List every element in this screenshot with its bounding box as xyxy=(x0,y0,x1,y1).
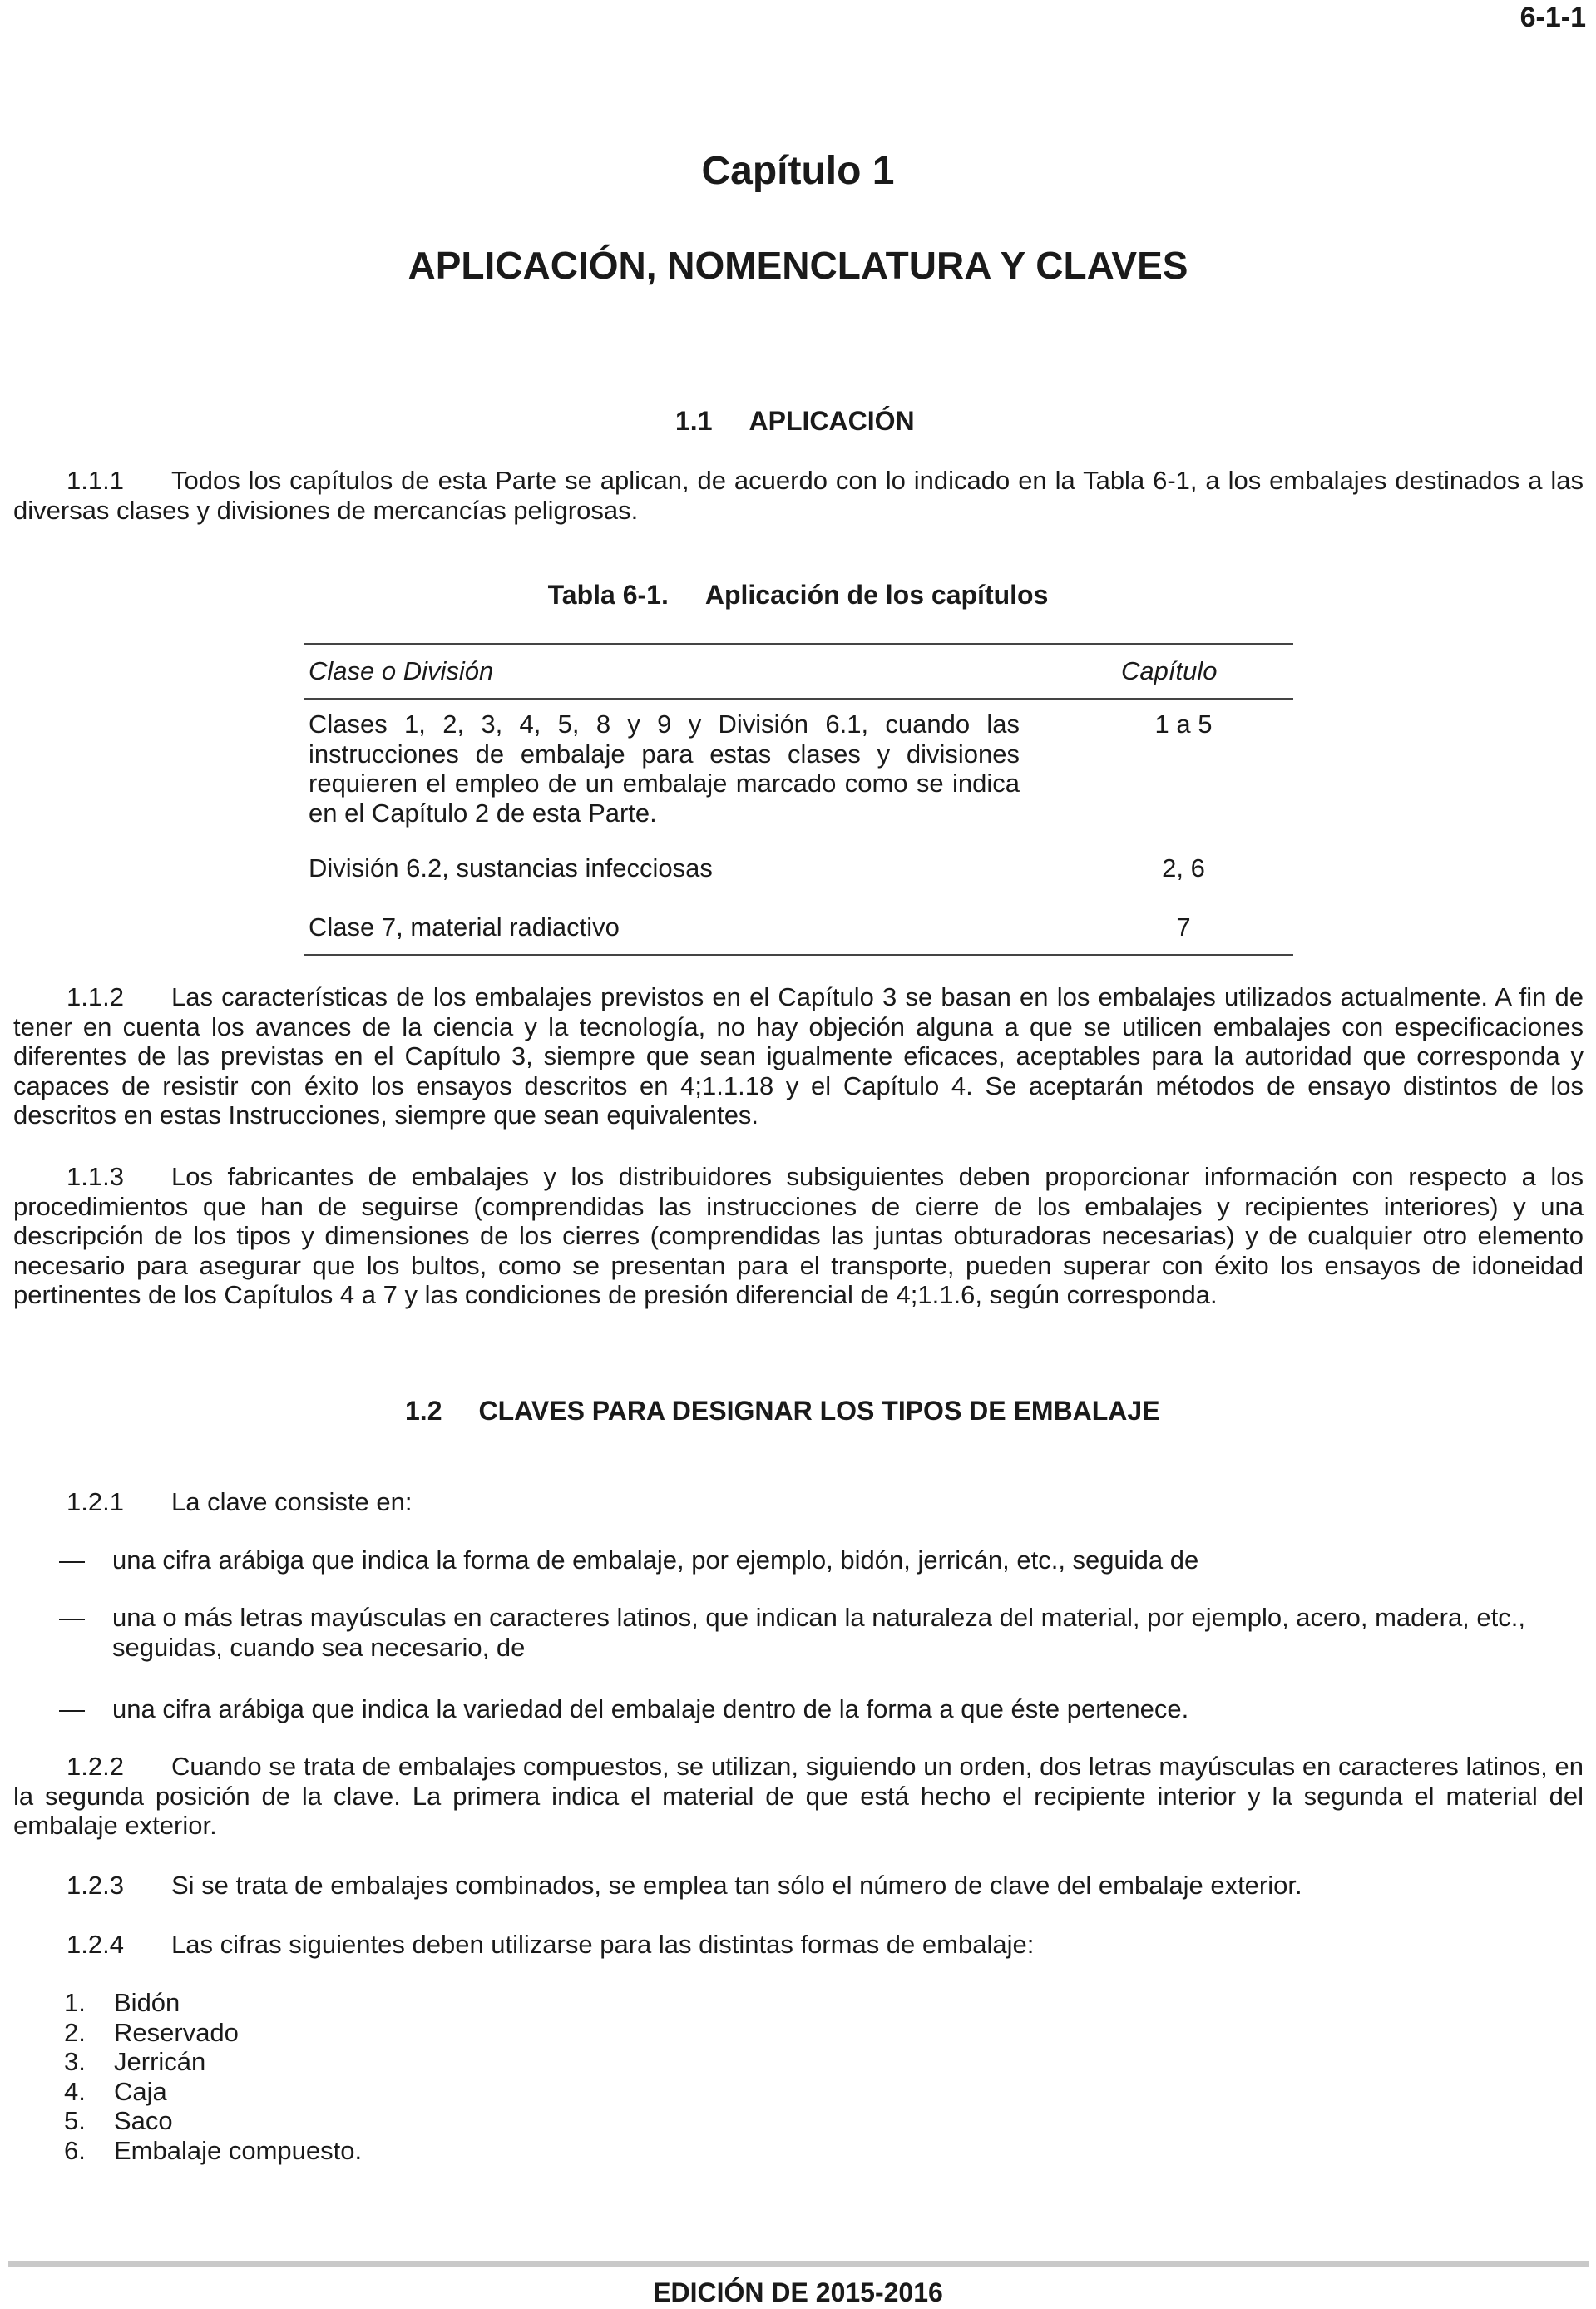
paragraph-text: Los fabricantes de embalajes y los distribuidores subsiguientes deben proporcionar información con respecto a los procedimientos que han de seguirse (comprendidas las instrucciones de cierre de los embalajes y recipientes interiores) y una descripción de los tipos y dimensiones de los cierres (comprendidas las juntas obturadoras necesarias) y de cualquier otro elemento necesario para asegurar que los bultos, como se presentan para el transporte, pueden superar con éxito los ensayos de idoneidad pertinentes de los Capítulos 4 a 7 y las condiciones de presión diferencial de 4;1.1.6, según corresponda. xyxy=(13,1162,1584,1309)
footer-rule xyxy=(8,2261,1589,2267)
table-cell-chapter: 2, 6 xyxy=(1162,853,1205,883)
section-title: CLAVES PARA DESIGNAR LOS TIPOS DE EMBALAJE xyxy=(478,1396,1160,1426)
paragraph-text: Las características de los embalajes previstos en el Capítulo 3 se basan en los embalajes utilizados actualmente. A fin de tener en cuenta los avances de la ciencia y la tecnología, no hay objeción alguna a que se utilicen embalajes con especificaciones diferentes de las previstas en el Capítulo 3, siempre que sean igualmente eficaces, aceptables para la autoridad que corresponda y capaces de resistir con éxito los ensayos descritos en 4;1.1.18 y el Capítulo 4. Se aceptarán métodos de ensayo distintos de los descritos en estas Instrucciones, siempre que sean equivalentes. xyxy=(13,982,1584,1130)
dash-item-text: una cifra arábiga que indica la forma de embalaje, por ejemplo, bidón, jerricán, etc., seguida de xyxy=(112,1545,1199,1575)
chapter-subtitle: APLICACIÓN, NOMENCLATURA Y CLAVES xyxy=(408,244,1188,287)
paragraph-1-1-2 xyxy=(13,982,1584,1130)
table-title: Aplicación de los capítulos xyxy=(704,580,1049,610)
paragraph-number: 1.2.2 xyxy=(67,1752,124,1781)
footer-edition: EDICIÓN DE 2015-2016 xyxy=(653,2277,943,2307)
paragraph-1-1-1 xyxy=(13,466,1584,525)
list-item-number: 5. xyxy=(64,2106,86,2135)
table-header-rule xyxy=(304,698,1293,700)
dash-item-text: una o más letras mayúsculas en caracteres latinos, que indican la naturaleza del material, por ejemplo, acero, madera, etc., seguidas, cuando sea necesario, de xyxy=(112,1603,1525,1662)
list-item xyxy=(64,2077,362,2107)
table-cell-chapter: 1 a 5 xyxy=(1154,710,1213,739)
paragraph-number: 1.2.1 xyxy=(67,1487,124,1516)
paragraph-text: Cuando se trata de embalajes compuestos, se utilizan, siguiendo un orden, dos letras mayúsculas en caracteres latinos, en la segunda posición de la clave. La primera indica el material de que está hecho el recipiente interior y la segunda el material del embalaje exterior. xyxy=(13,1752,1584,1840)
paragraph-1-2-1 xyxy=(13,1487,1584,1517)
dash-list-item xyxy=(59,1603,1589,1662)
section-title: APLICACIÓN xyxy=(749,406,915,436)
paragraph-1-1-3 xyxy=(13,1162,1584,1310)
section-number: 1.2 xyxy=(405,1396,442,1426)
table-header-class: Clase o División xyxy=(309,656,494,685)
table-cell-class: Clase 7, material radiactivo xyxy=(309,912,620,942)
table-number: Tabla 6-1. xyxy=(547,580,669,610)
list-item xyxy=(64,2106,362,2136)
dash-item-text: una cifra arábiga que indica la variedad del embalaje dentro de la forma a que éste pertenece. xyxy=(112,1694,1189,1723)
list-item xyxy=(64,2018,362,2048)
dash-bullet: — xyxy=(59,1694,85,1723)
paragraph-number: 1.1.2 xyxy=(67,982,124,1011)
paragraph-1-2-2 xyxy=(13,1752,1584,1841)
table-cell-class: Clases 1, 2, 3, 4, 5, 8 y 9 y División 6.1, cuando las instrucciones de embalaje para estas clases y divisiones requieren el empleo de un embalaje marcado como se indica en el Capítulo 2 de esta Parte. xyxy=(309,710,1020,828)
list-item xyxy=(64,2136,362,2166)
list-item-number: 2. xyxy=(64,2017,86,2047)
list-item-label: Jerricán xyxy=(114,2047,206,2076)
paragraph-text: Las cifras siguientes deben utilizarse para las distintas formas de embalaje: xyxy=(171,1930,1035,1959)
paragraph-1-2-4 xyxy=(13,1930,1584,1960)
numbered-list xyxy=(64,1988,362,2165)
paragraph-number: 1.2.4 xyxy=(67,1930,124,1959)
dash-bullet: — xyxy=(59,1545,85,1575)
list-item xyxy=(64,2047,362,2077)
list-item-label: Reservado xyxy=(114,2017,239,2047)
paragraph-text: Todos los capítulos de esta Parte se aplican, de acuerdo con lo indicado en la Tabla 6-1, a los embalajes destinados a las diversas clases y divisiones de mercancías peligrosas. xyxy=(13,466,1584,525)
section-number: 1.1 xyxy=(675,406,713,436)
paragraph-number: 1.1.3 xyxy=(67,1162,124,1191)
section-heading-1-2 xyxy=(405,1396,1160,1426)
dash-list-item xyxy=(59,1694,1589,1724)
list-item-label: Caja xyxy=(114,2076,167,2106)
list-item-number: 6. xyxy=(64,2135,86,2165)
list-item-label: Saco xyxy=(114,2106,173,2135)
table-header-chapter: Capítulo xyxy=(1121,656,1218,685)
table-top-rule xyxy=(304,643,1293,645)
page-number: 6-1-1 xyxy=(1519,2,1586,33)
paragraph-1-2-3 xyxy=(13,1871,1584,1901)
list-item-number: 3. xyxy=(64,2047,86,2076)
paragraph-number: 1.1.1 xyxy=(67,466,124,495)
list-item-label: Embalaje compuesto. xyxy=(114,2135,363,2165)
dash-list-item xyxy=(59,1545,1589,1575)
list-item-number: 4. xyxy=(64,2076,86,2106)
list-item xyxy=(64,1988,362,2018)
paragraph-number: 1.2.3 xyxy=(67,1871,124,1900)
table-bottom-rule xyxy=(304,954,1293,956)
table-cell-chapter: 7 xyxy=(1176,912,1191,942)
paragraph-text: La clave consiste en: xyxy=(171,1487,413,1516)
chapter-title: Capítulo 1 xyxy=(701,149,895,193)
table-cell-class: División 6.2, sustancias infecciosas xyxy=(309,853,713,883)
list-item-number: 1. xyxy=(64,1988,86,2017)
dash-bullet: — xyxy=(59,1603,85,1632)
section-heading-1-1 xyxy=(675,406,915,437)
paragraph-text: Si se trata de embalajes combinados, se emplea tan sólo el número de clave del embalaje exterior. xyxy=(171,1871,1302,1900)
list-item-label: Bidón xyxy=(114,1988,180,2017)
table-caption xyxy=(0,580,1596,611)
